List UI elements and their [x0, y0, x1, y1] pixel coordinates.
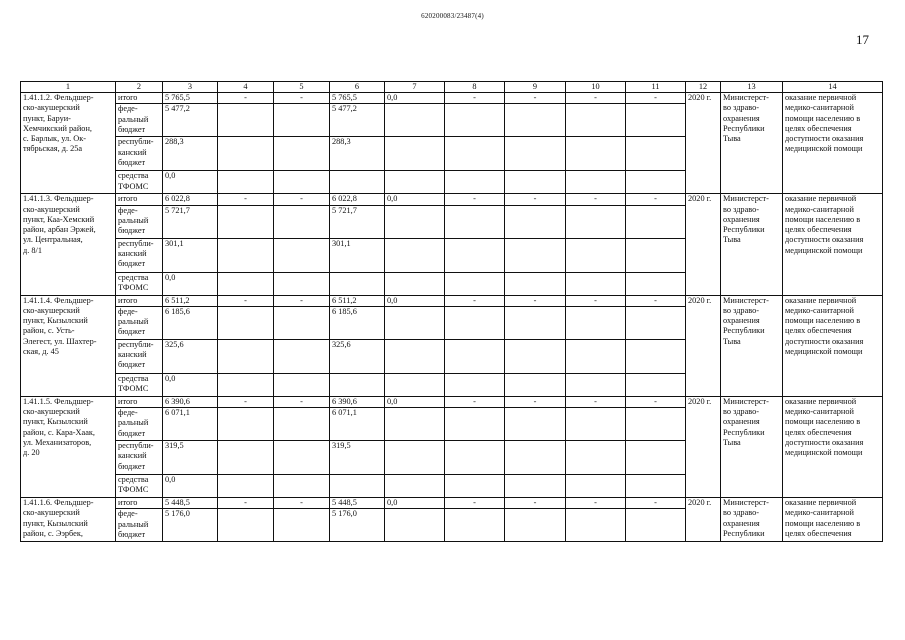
col5-value	[274, 272, 330, 295]
col7-value	[385, 339, 445, 373]
col10-value	[566, 238, 626, 272]
col11-value	[626, 137, 686, 171]
col5-value	[274, 306, 330, 339]
col8-value	[445, 171, 505, 194]
col10-value	[566, 339, 626, 373]
col9-value	[505, 137, 566, 171]
col9-value	[505, 475, 566, 498]
col3-amount: 5 176,0	[163, 509, 218, 542]
col9-value	[505, 238, 566, 272]
col4-value	[218, 205, 274, 238]
col7-value	[385, 238, 445, 272]
col10-value	[566, 475, 626, 498]
col4-value	[218, 104, 274, 137]
responsible-body: Министерст- во здраво- охранения Республики Тыва	[721, 295, 783, 396]
col4-value	[218, 238, 274, 272]
col9-value: -	[505, 295, 566, 306]
project-purpose: оказание первичной медико-санитарной помощи населению в целях обеспечения доступности оказания медицинской помощи	[783, 194, 883, 295]
col7-value	[385, 373, 445, 396]
facility-name: 1.41.1.5. Фельдшер- ско-акушерский пункт, Кызылский район, с. Кара-Хаак, ул. Механизаторов, д. 20	[21, 396, 116, 497]
col7-value	[385, 205, 445, 238]
col3-amount: 6 511,2	[163, 295, 218, 306]
col4-value: -	[218, 194, 274, 205]
col4-value	[218, 509, 274, 542]
col7-value: 0,0	[385, 93, 445, 104]
col6-amount: 5 721,7	[330, 205, 385, 238]
col7-value	[385, 272, 445, 295]
funding-source-label: итого	[116, 498, 163, 509]
col9-value	[505, 306, 566, 339]
col3-amount: 6 390,6	[163, 396, 218, 407]
col4-value: -	[218, 498, 274, 509]
col11-value: -	[626, 194, 686, 205]
funding-source-label: итого	[116, 194, 163, 205]
col7-value	[385, 441, 445, 475]
column-header: 5	[274, 82, 330, 93]
col6-amount	[330, 272, 385, 295]
col6-amount: 5 765,5	[330, 93, 385, 104]
col8-value: -	[445, 93, 505, 104]
col5-value	[274, 171, 330, 194]
facility-name: 1.41.1.6. Фельдшер- ско-акушерский пункт, Кызылский район, с. Ээрбек,	[21, 498, 116, 542]
col3-amount: 5 721,7	[163, 205, 218, 238]
col11-value	[626, 104, 686, 137]
col8-value	[445, 306, 505, 339]
col9-value	[505, 509, 566, 542]
col6-amount: 288,3	[330, 137, 385, 171]
col9-value	[505, 205, 566, 238]
funding-source-label: феде- ральный бюджет	[116, 509, 163, 542]
facility-name: 1.41.1.2. Фельдшер- ско-акушерский пункт, Баруи- Хемчикский район, с. Барлык, ул. Ок- тябрьская, д. 25а	[21, 93, 116, 194]
funding-source-label: феде- ральный бюджет	[116, 104, 163, 137]
col8-value	[445, 339, 505, 373]
col10-value	[566, 306, 626, 339]
completion-year: 2020 г.	[686, 295, 721, 396]
column-header-row	[21, 82, 883, 93]
col10-value	[566, 441, 626, 475]
col8-value	[445, 408, 505, 441]
col3-amount: 6 022,8	[163, 194, 218, 205]
col6-amount: 319,5	[330, 441, 385, 475]
col9-value	[505, 339, 566, 373]
funding-source-label: итого	[116, 93, 163, 104]
column-header: 2	[116, 82, 163, 93]
col4-value	[218, 306, 274, 339]
column-header: 9	[505, 82, 566, 93]
col10-value	[566, 272, 626, 295]
col4-value	[218, 137, 274, 171]
completion-year: 2020 г.	[686, 194, 721, 295]
col3-amount: 0,0	[163, 373, 218, 396]
funding-source-label: средства ТФОМС	[116, 272, 163, 295]
col5-value	[274, 205, 330, 238]
col11-value	[626, 171, 686, 194]
col11-value	[626, 238, 686, 272]
col10-value: -	[566, 194, 626, 205]
col5-value	[274, 408, 330, 441]
col8-value	[445, 205, 505, 238]
col3-amount: 5 448,5	[163, 498, 218, 509]
column-header: 1	[21, 82, 116, 93]
funding-source-label: феде- ральный бюджет	[116, 205, 163, 238]
col6-amount	[330, 373, 385, 396]
column-header: 14	[783, 82, 883, 93]
col7-value	[385, 408, 445, 441]
col9-value	[505, 272, 566, 295]
col5-value	[274, 373, 330, 396]
col11-value	[626, 373, 686, 396]
budget-table	[20, 81, 883, 542]
project-purpose: оказание первичной медико-санитарной помощи населению в целях обеспечения доступности оказания медицинской помощи	[783, 93, 883, 194]
column-header: 11	[626, 82, 686, 93]
col6-amount: 301,1	[330, 238, 385, 272]
funding-source-label: средства ТФОМС	[116, 475, 163, 498]
col6-amount: 6 511,2	[330, 295, 385, 306]
col9-value	[505, 441, 566, 475]
funding-source-label: итого	[116, 295, 163, 306]
col5-value	[274, 441, 330, 475]
col11-value	[626, 408, 686, 441]
facility-name: 1.41.1.3. Фельдшер- ско-акушерский пункт, Каа-Хемский район, арбан Эржей, ул. Центральная, д. 8/1	[21, 194, 116, 295]
col6-amount: 5 176,0	[330, 509, 385, 542]
col5-value: -	[274, 295, 330, 306]
table-row	[21, 295, 883, 306]
completion-year: 2020 г.	[686, 498, 721, 542]
col3-amount: 288,3	[163, 137, 218, 171]
col3-amount: 301,1	[163, 238, 218, 272]
col5-value	[274, 104, 330, 137]
col11-value	[626, 475, 686, 498]
col8-value	[445, 475, 505, 498]
col4-value	[218, 373, 274, 396]
col10-value	[566, 373, 626, 396]
col4-value	[218, 475, 274, 498]
col11-value: -	[626, 498, 686, 509]
table-row	[21, 194, 883, 205]
col4-value: -	[218, 295, 274, 306]
column-header: 12	[686, 82, 721, 93]
col5-value: -	[274, 396, 330, 407]
funding-source-label: феде- ральный бюджет	[116, 408, 163, 441]
col6-amount: 5 448,5	[330, 498, 385, 509]
col8-value: -	[445, 396, 505, 407]
col3-amount: 0,0	[163, 272, 218, 295]
col8-value: -	[445, 295, 505, 306]
funding-source-label: республи- канский бюджет	[116, 137, 163, 171]
col10-value	[566, 408, 626, 441]
col4-value	[218, 441, 274, 475]
funding-source-label: средства ТФОМС	[116, 171, 163, 194]
col5-value	[274, 339, 330, 373]
col4-value	[218, 339, 274, 373]
col8-value	[445, 137, 505, 171]
col7-value: 0,0	[385, 194, 445, 205]
col10-value	[566, 509, 626, 542]
funding-source-label: республи- канский бюджет	[116, 441, 163, 475]
column-header: 8	[445, 82, 505, 93]
col8-value	[445, 272, 505, 295]
col11-value	[626, 441, 686, 475]
col3-amount: 325,6	[163, 339, 218, 373]
col7-value	[385, 104, 445, 137]
col5-value: -	[274, 194, 330, 205]
funding-source-label: феде- ральный бюджет	[116, 306, 163, 339]
col7-value	[385, 475, 445, 498]
responsible-body: Министерст- во здраво- охранения Республики Тыва	[721, 93, 783, 194]
col5-value	[274, 137, 330, 171]
col10-value	[566, 104, 626, 137]
col7-value	[385, 171, 445, 194]
col9-value	[505, 373, 566, 396]
col10-value: -	[566, 93, 626, 104]
table-row	[21, 498, 883, 509]
column-header: 6	[330, 82, 385, 93]
col7-value	[385, 137, 445, 171]
col8-value	[445, 509, 505, 542]
col4-value: -	[218, 396, 274, 407]
completion-year: 2020 г.	[686, 396, 721, 497]
col11-value	[626, 272, 686, 295]
col7-value	[385, 306, 445, 339]
col3-amount: 5 477,2	[163, 104, 218, 137]
col6-amount: 6 390,6	[330, 396, 385, 407]
col11-value	[626, 339, 686, 373]
col9-value: -	[505, 194, 566, 205]
col5-value	[274, 475, 330, 498]
col4-value	[218, 272, 274, 295]
col11-value: -	[626, 93, 686, 104]
col10-value: -	[566, 396, 626, 407]
col7-value	[385, 509, 445, 542]
col3-amount: 0,0	[163, 171, 218, 194]
table-row	[21, 93, 883, 104]
col9-value	[505, 408, 566, 441]
col4-value: -	[218, 93, 274, 104]
col7-value: 0,0	[385, 396, 445, 407]
col5-value: -	[274, 93, 330, 104]
col6-amount: 325,6	[330, 339, 385, 373]
page-number: 17	[856, 32, 869, 47]
col8-value: -	[445, 194, 505, 205]
col6-amount: 6 185,6	[330, 306, 385, 339]
col9-value: -	[505, 396, 566, 407]
column-header: 10	[566, 82, 626, 93]
project-purpose: оказание первичной медико-санитарной помощи населению в целях обеспечения доступности оказания медицинской помощи	[783, 295, 883, 396]
col3-amount: 6 071,1	[163, 408, 218, 441]
document-id: 620200083/23487(4)	[421, 12, 484, 20]
col11-value	[626, 306, 686, 339]
responsible-body: Министерст- во здраво- охранения Республики	[721, 498, 783, 542]
funding-source-label: республи- канский бюджет	[116, 238, 163, 272]
col10-value	[566, 205, 626, 238]
col6-amount: 6 022,8	[330, 194, 385, 205]
col4-value	[218, 171, 274, 194]
col8-value: -	[445, 498, 505, 509]
col11-value: -	[626, 295, 686, 306]
col6-amount	[330, 475, 385, 498]
funding-source-label: средства ТФОМС	[116, 373, 163, 396]
column-header: 4	[218, 82, 274, 93]
col3-amount: 0,0	[163, 475, 218, 498]
column-header: 13	[721, 82, 783, 93]
col11-value	[626, 509, 686, 542]
col3-amount: 5 765,5	[163, 93, 218, 104]
col10-value	[566, 137, 626, 171]
col3-amount: 319,5	[163, 441, 218, 475]
responsible-body: Министерст- во здраво- охранения Республики Тыва	[721, 396, 783, 497]
col5-value	[274, 509, 330, 542]
col6-amount: 5 477,2	[330, 104, 385, 137]
col10-value: -	[566, 295, 626, 306]
col8-value	[445, 441, 505, 475]
col6-amount	[330, 171, 385, 194]
col8-value	[445, 238, 505, 272]
column-header: 7	[385, 82, 445, 93]
col9-value	[505, 171, 566, 194]
col11-value: -	[626, 396, 686, 407]
col5-value	[274, 238, 330, 272]
table-row	[21, 396, 883, 407]
col10-value	[566, 171, 626, 194]
col6-amount: 6 071,1	[330, 408, 385, 441]
col7-value: 0,0	[385, 295, 445, 306]
col10-value: -	[566, 498, 626, 509]
col9-value: -	[505, 93, 566, 104]
funding-source-label: республи- канский бюджет	[116, 339, 163, 373]
col5-value: -	[274, 498, 330, 509]
completion-year: 2020 г.	[686, 93, 721, 194]
facility-name: 1.41.1.4. Фельдшер- ско-акушерский пункт, Кызылский район, с. Усть- Элегест, ул. Шахтер- ская, д. 45	[21, 295, 116, 396]
col3-amount: 6 185,6	[163, 306, 218, 339]
project-purpose: оказание первичной медико-санитарной помощи населению в целях обеспечения доступности оказания медицинской помощи	[783, 396, 883, 497]
responsible-body: Министерст- во здраво- охранения Республики Тыва	[721, 194, 783, 295]
col7-value: 0,0	[385, 498, 445, 509]
col8-value	[445, 104, 505, 137]
funding-source-label: итого	[116, 396, 163, 407]
col4-value	[218, 408, 274, 441]
col8-value	[445, 373, 505, 396]
column-header: 3	[163, 82, 218, 93]
col9-value	[505, 104, 566, 137]
col9-value: -	[505, 498, 566, 509]
project-purpose: оказание первичной медико-санитарной помощи населению в целях обеспечения	[783, 498, 883, 542]
col11-value	[626, 205, 686, 238]
